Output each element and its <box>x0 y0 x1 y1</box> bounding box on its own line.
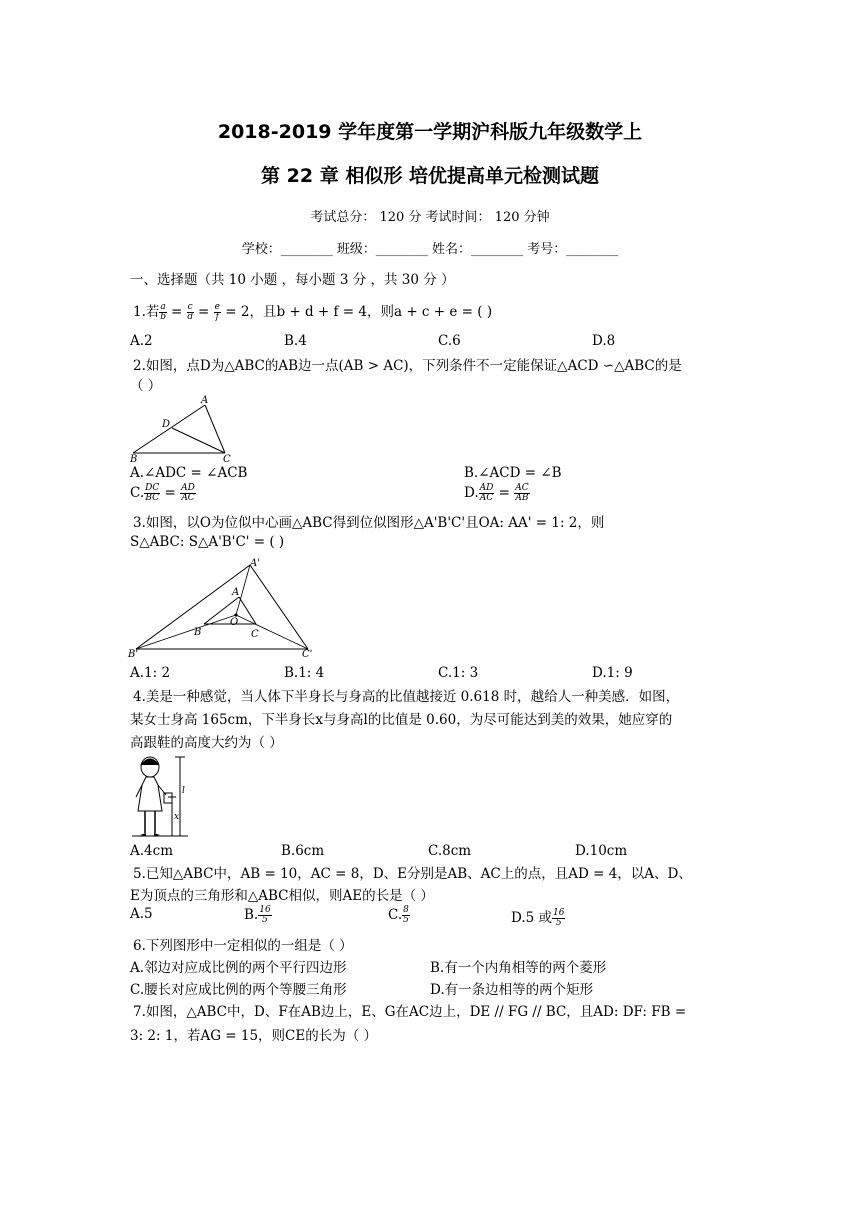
vertex-label: O <box>230 617 239 628</box>
question-3-stem: 3.如图，以O为位似中心画△ABC得到位似图形△A'B'C'且OA: AA' = 1: 2，则 <box>133 515 605 531</box>
q3-option-c: C.1: 3 <box>438 665 479 681</box>
fraction: $\frac{e}{f}$ <box>214 302 220 322</box>
q4-option-b: B.6cm <box>281 843 325 859</box>
q6-option-c: C.腰长对应成比例的两个等腰三角形 <box>130 982 347 998</box>
question-2-bracket: （ ） <box>130 378 162 394</box>
vertex-label: C <box>251 629 259 640</box>
q3-option-a: A.1: 2 <box>130 665 171 681</box>
exam-info: 考试总分： 120 分 考试时间： 120 分钟 <box>310 210 550 225</box>
q1-option-c: C.6 <box>438 333 461 349</box>
question-7-line-2: 3: 2: 1，若AG = 15，则CE的长为（ ） <box>130 1028 378 1044</box>
q1-option-b: B.4 <box>284 333 307 349</box>
q6-option-d: D.有一条边相等的两个矩形 <box>430 982 594 998</box>
q4-option-a: A.4cm <box>130 843 173 859</box>
fraction: $\frac{a}{b}$ <box>160 302 166 322</box>
q5-option-c: C. $\frac{8}{5}$ <box>388 905 409 925</box>
vertex-label: B <box>194 627 202 638</box>
title-line-1: 2018-2019 学年度第一学期沪科版九年级数学上 <box>217 121 643 143</box>
question-2-stem: 2.如图，点D为△ABC的AB边一点(AB > AC)，下列条件不一定能保证△ACD ∽△ABC的是 <box>133 358 682 374</box>
vertex-label: B <box>130 454 138 463</box>
student-info: 学校：________ 班级：________ 姓名：________ 考号：________ <box>241 242 619 257</box>
q4-option-d: D.10cm <box>575 843 628 859</box>
q3-option-b: B.1: 4 <box>284 665 325 681</box>
figure-label: l <box>182 786 185 796</box>
q2-option-c: C. $\frac{DC}{BC}$ = $\frac{AD}{AC}$ <box>130 483 195 503</box>
fraction: $\frac{c}{d}$ <box>187 302 194 322</box>
q1-option-d: D.8 <box>592 333 616 349</box>
question-4-line-3: 高跟鞋的高度大约为（ ） <box>130 735 283 751</box>
question-5-line-1: 5.已知△ABC中，AB = 10，AC = 8，D、E分别是AB、AC上的点，且AD = 4，以A、D、 <box>133 866 692 882</box>
q2-option-a: A.∠ADC = ∠ACB <box>130 465 248 481</box>
question-5-line-2: E为顶点的三角形和△ABC相似，则AE的长是（ ） <box>130 888 434 904</box>
q1-option-a: A.2 <box>130 333 153 349</box>
q5-option-b: B. $\frac{16}{5}$ <box>244 905 271 925</box>
q5-option-a: A.5 <box>130 906 153 922</box>
question-6-stem: 6.下列图形中一定相似的一组是（ ） <box>133 938 353 954</box>
vertex-label: A <box>201 395 209 406</box>
vertex-label: C' <box>302 649 313 660</box>
question-3-expression: S△ABC: S△A'B'C' = ( ) <box>130 534 285 550</box>
q4-option-c: C.8cm <box>428 843 472 859</box>
figure-label: x <box>174 812 180 822</box>
question-4-line-1: 4.美是一种感觉，当人体下半身长与身高的比值越接近 0.618 时，越给人一种美感．如图， <box>133 689 680 705</box>
woman-figure-q4 <box>128 753 192 839</box>
vertex-label: B' <box>128 649 139 660</box>
q5-option-d: D.5 或 $\frac{16}{5}$ <box>511 908 565 928</box>
vertex-label: C <box>223 454 231 463</box>
q2-option-d: D. $\frac{AD}{AC}$ = $\frac{AC}{AB}$ <box>464 483 529 503</box>
question-4-line-2: 某女士身高 165cm，下半身长x与身高l的比值是 0.60，为尽可能达到美的效果，她应穿的 <box>130 712 673 728</box>
q6-option-a: A.邻边对应成比例的两个平行四边形 <box>130 960 347 976</box>
vertex-label: D <box>162 419 171 430</box>
question-1-stem: 1.若 $\frac{a}{b}$ = $\frac{c}{d}$ = $\frac{e}{f}$ = 2，且b + d + f = 4，则a + c + e = ( ) <box>133 302 493 322</box>
homothety-figure-q3 <box>126 557 326 661</box>
triangle-figure-q2 <box>128 393 240 463</box>
section-heading: 一、选择题（共 10 小题 ，每小题 3 分 ，共 30 分 ） <box>130 272 455 288</box>
vertex-label: A <box>232 587 240 598</box>
question-7-line-1: 7.如图，△ABC中，D、F在AB边上，E、G在AC边上，DE // FG // BC，且AD: DF: FB = <box>133 1004 687 1020</box>
q2-option-b: B.∠ACD = ∠B <box>464 465 562 481</box>
vertex-label: A' <box>250 558 260 569</box>
q6-option-b: B.有一个内角相等的两个菱形 <box>430 960 607 976</box>
title-line-2: 第 22 章 相似形 培优提高单元检测试题 <box>261 165 599 187</box>
q3-option-d: D.1: 9 <box>592 665 633 681</box>
